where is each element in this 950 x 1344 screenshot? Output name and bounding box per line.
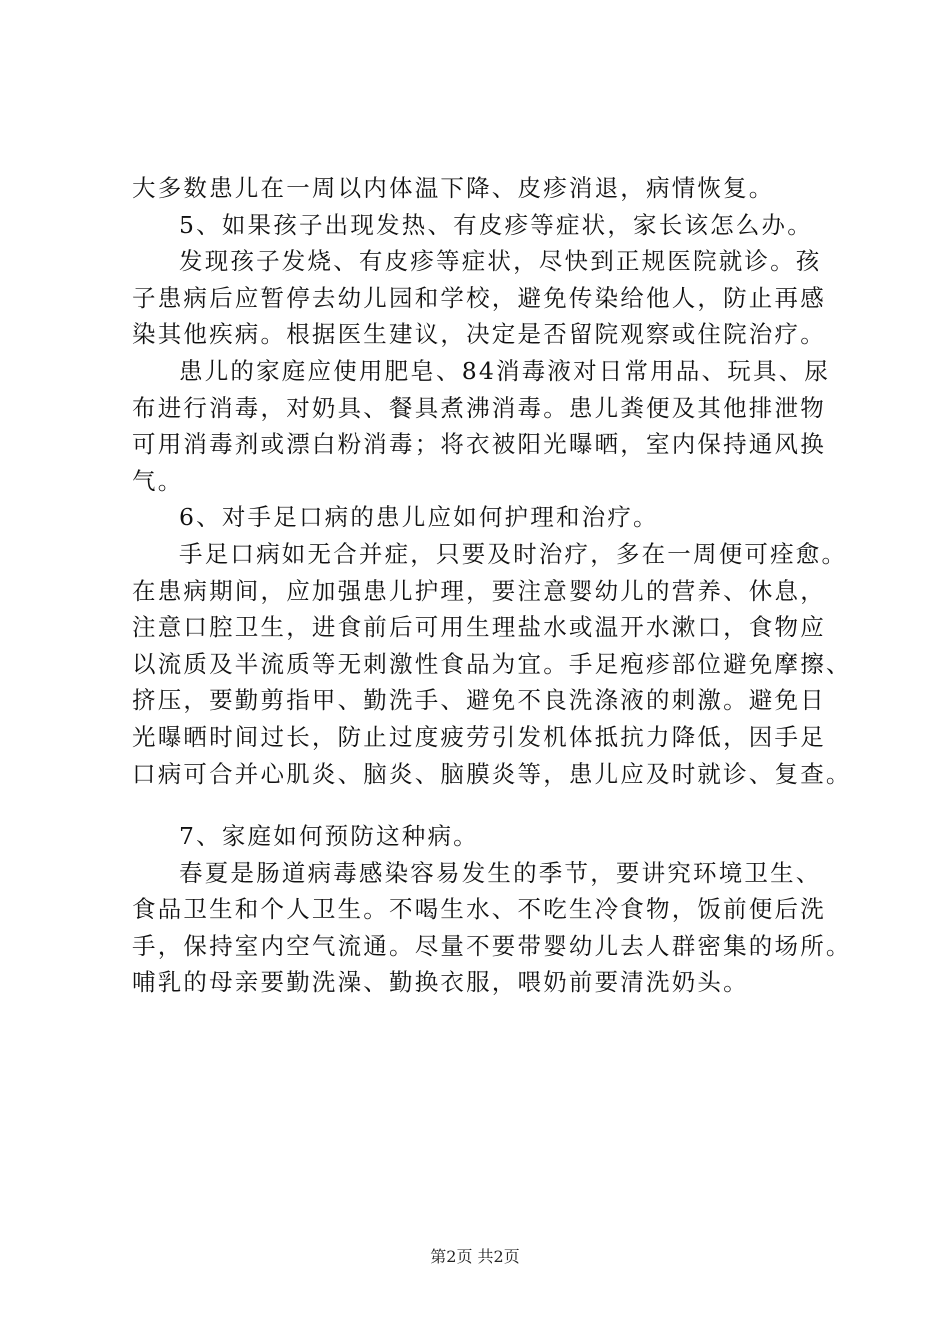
- paragraph-line: 布进行消毒，对奶具、餐具煮沸消毒。患儿粪便及其他排泄物: [132, 393, 826, 422]
- paragraph-line: 哺乳的母亲要勤洗澡、勤换衣服，喂奶前要清洗奶头。: [132, 968, 749, 997]
- page-footer: [0, 1247, 950, 1267]
- paragraph-line: 染其他疾病。根据医生建议，决定是否留院观察或住院治疗。: [132, 320, 826, 349]
- paragraph-line: 光曝晒时间过长，防止过度疲劳引发机体抵抗力降低，因手足: [132, 722, 826, 751]
- paragraph-line: 可用消毒剂或漂白粉消毒；将衣被阳光曝晒，室内保持通风换: [132, 430, 826, 459]
- paragraph-line: 大多数患儿在一周以内体温下降、皮疹消退，病情恢复。: [132, 174, 775, 202]
- paragraph-line: 注意口腔卫生，进食前后可用生理盐水或温开水漱口，食物应: [132, 613, 826, 642]
- document-body: [132, 170, 852, 1001]
- page-number-label: 第2页 共2页: [430, 1247, 520, 1266]
- question-heading-5: 5、如果孩子出现发热、有皮疹等症状，家长该怎么办。: [179, 210, 813, 239]
- paragraph-line: 气。: [132, 466, 184, 495]
- paragraph-gap: [132, 792, 844, 818]
- paragraph-line: 子患病后应暂停去幼儿园和学校，避免传染给他人，防止再感: [132, 283, 826, 312]
- paragraph-line: 挤压，要勤剪指甲、勤洗手、避免不良洗涤液的刺激。避免日: [132, 686, 826, 715]
- paragraph-line: 春夏是肠道病毒感染容易发生的季节，要讲究环境卫生、: [179, 858, 822, 887]
- paragraph-line: 口病可合并心肌炎、脑炎、脑膜炎等，患儿应及时就诊、复查。: [132, 759, 852, 788]
- paragraph-line: 手足口病如无合并症，只要及时治疗，多在一周便可痊愈。: [179, 539, 848, 568]
- paragraph-line: 以流质及半流质等无刺激性食品为宜。手足疱疹部位避免摩擦、: [132, 649, 852, 678]
- paragraph-line: 手，保持室内空气流通。尽量不要带婴幼儿去人群密集的场所。: [132, 931, 852, 960]
- paragraph-line: 发现孩子发烧、有皮疹等症状，尽快到正规医院就诊。孩: [179, 247, 822, 276]
- paragraph-line: 在患病期间，应加强患儿护理，要注意婴幼儿的营养、休息，: [132, 576, 826, 605]
- question-heading-6: 6、对手足口病的患儿应如何护理和治疗。: [179, 503, 659, 532]
- question-heading-7: 7、家庭如何预防这种病。: [179, 822, 479, 851]
- paragraph-line: 食品卫生和个人卫生。不喝生水、不吃生冷食物，饭前便后洗: [132, 895, 826, 924]
- paragraph-line: 患儿的家庭应使用肥皂、84消毒液对日常用品、玩具、尿: [179, 356, 831, 385]
